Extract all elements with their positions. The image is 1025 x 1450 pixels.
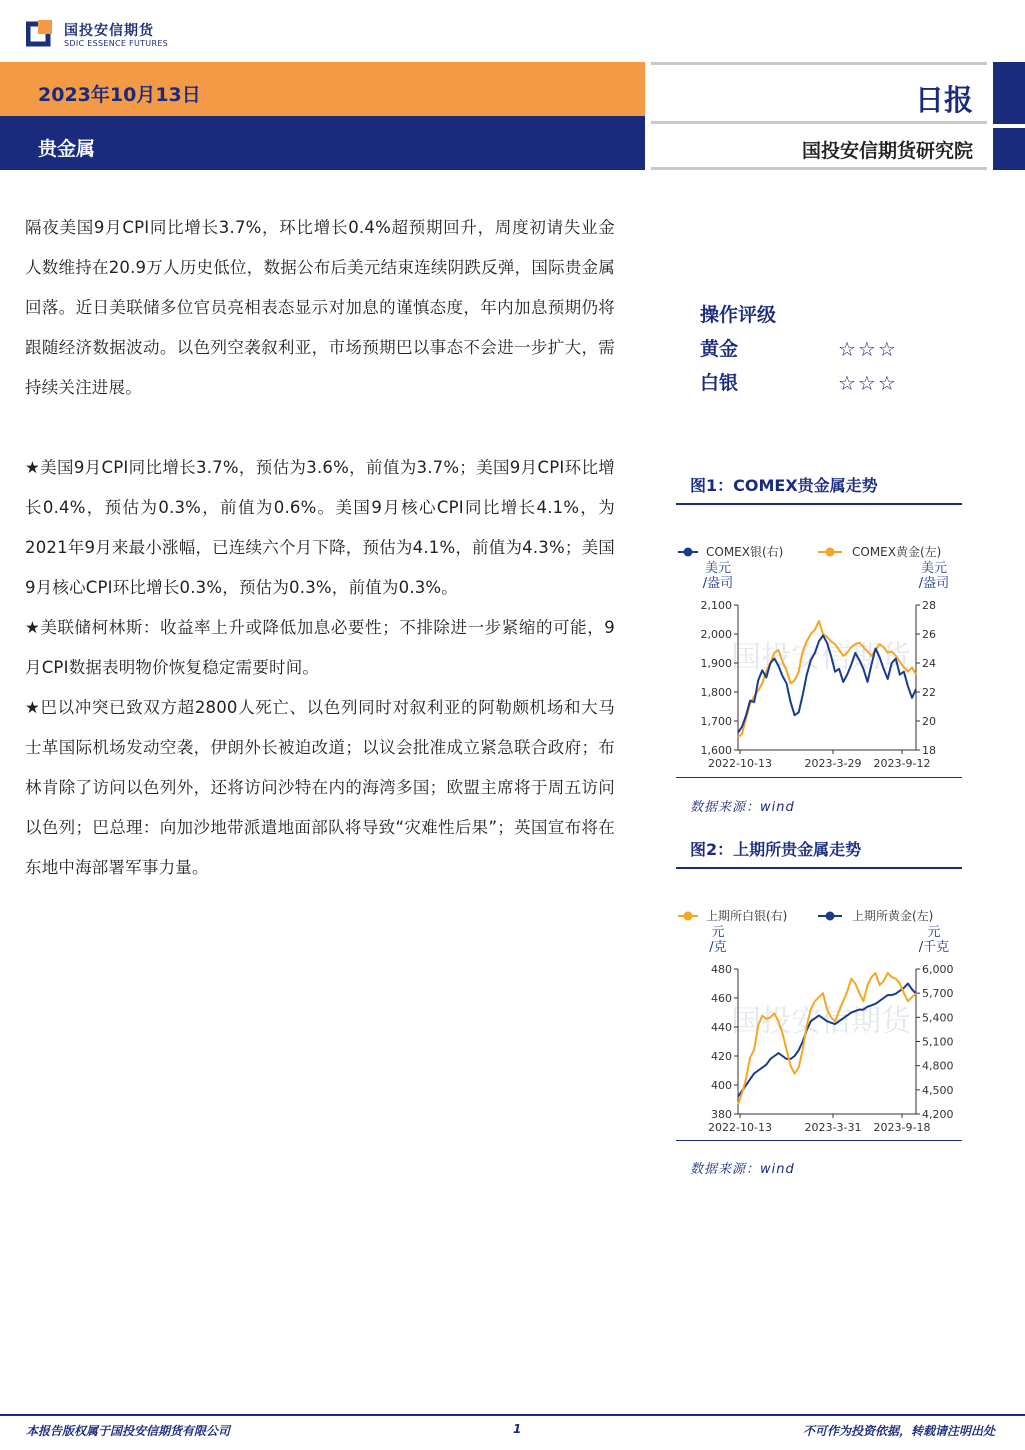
x-tick-label: 2023-9-12: [873, 757, 931, 770]
right-tick-label: 4,500: [922, 1083, 954, 1097]
legend-marker: [826, 548, 835, 557]
left-axis-unit: /克: [709, 940, 727, 955]
figure1-bottom-rule: [676, 777, 962, 778]
operation-rating: [700, 300, 898, 402]
left-axis-unit: /盎司: [702, 576, 734, 591]
rating-title: 操作评级: [700, 304, 777, 326]
right-axis-unit: /盎司: [918, 576, 950, 591]
right-tick-label: 24: [922, 657, 936, 670]
legend-label: COMEX黄金(左): [852, 545, 942, 559]
right-tick-label: 22: [922, 686, 936, 699]
footer-rule: [0, 1414, 1025, 1416]
right-tick-label: 6,000: [922, 963, 954, 976]
left-tick-label: 1,600: [700, 744, 732, 757]
figure1-title: 图1：COMEX贵金属走势: [690, 476, 878, 495]
right-tick-label: 4,200: [922, 1108, 954, 1121]
comex-chart: [676, 530, 966, 775]
left-tick-label: 460: [711, 992, 732, 1005]
series-line: [738, 621, 916, 737]
legend-marker: [826, 912, 835, 921]
left-tick-label: 1,900: [700, 657, 732, 670]
logo-en-text: SDIC ESSENCE FUTURES: [64, 39, 169, 48]
legend-label: COMEX银(右): [706, 545, 784, 559]
legend-label: 上期所黄金(左): [852, 909, 934, 923]
rating-gold-label: 黄金: [700, 338, 739, 360]
logo-cn-text: 国投安信期货: [64, 23, 154, 39]
header-accent-bottom: [993, 128, 1025, 170]
left-tick-label: 440: [711, 1021, 732, 1034]
x-tick-label: 2023-9-18: [873, 1121, 931, 1134]
news-bullets: [25, 448, 615, 888]
left-tick-label: 1,800: [700, 686, 732, 699]
bullet-item: ★美国9月CPI同比增长3.7%，预估为3.6%，前值为3.7%；美国9月CPI环比增长0.4%，预估为0.3%，前值为0.6%。美国9月核心CPI同比增长4.1%，为2021年9月来最小涨幅，已连续六个月下降，预估为4.1%，前值为4.3%；美国9月核心CPI环比增长0.3%，预估为0.3%，前值为0.3%。: [25, 458, 615, 597]
right-tick-label: 5,100: [922, 1035, 954, 1049]
figure2-bottom-rule: [676, 1140, 962, 1141]
footer-disclaimer: 不可作为投资依据，转载请注明出处: [802, 1424, 995, 1438]
figure2-source: 数据来源：wind: [690, 1162, 795, 1177]
right-tick-label: 5,700: [922, 987, 954, 1001]
watermark-text: 国投安信期货: [731, 640, 911, 675]
series-line: [738, 984, 916, 1097]
x-tick-label: 2022-10-13: [708, 757, 772, 770]
x-tick-label: 2023-3-31: [804, 1121, 862, 1134]
right-axis-unit: 元: [927, 925, 941, 940]
legend-label: 上期所白银(右): [706, 909, 788, 923]
right-tick-label: 20: [922, 715, 936, 728]
right-tick-label: 26: [922, 628, 936, 641]
figure1-source: 数据来源：wind: [690, 800, 795, 815]
report-type: 日报: [914, 83, 973, 117]
shfe-chart: [676, 894, 966, 1139]
left-tick-label: 480: [711, 963, 732, 976]
figure2-rule: [676, 867, 962, 869]
summary-paragraph: 隔夜美国9月CPI同比增长3.7%，环比增长0.4%超预期回升，周度初请失业金人数维持在20.9万人历史低位，数据公布后美元结束连续阴跌反弹，国际贵金属回落。近日美联储多位官员亮相表态显示对加息的谨慎态度，年内加息预期仍将跟随经济数据波动。以色列空袭叙利亚，市场预期巴以事态不会进一步扩大，需持续关注进展。: [25, 218, 615, 397]
rating-silver-label: 白银: [700, 372, 739, 394]
right-tick-label: 4,800: [922, 1059, 954, 1073]
institute-name: 国投安信期货研究院: [801, 140, 973, 162]
left-tick-label: 2,100: [700, 599, 732, 612]
right-axis-unit: /千克: [918, 940, 950, 955]
page-footer: [0, 1418, 1025, 1440]
right-tick-label: 18: [922, 744, 936, 757]
right-axis-unit: 美元: [920, 561, 948, 576]
left-tick-label: 380: [711, 1108, 732, 1121]
left-tick-label: 400: [711, 1079, 732, 1092]
rating-gold-stars: ☆☆☆: [838, 337, 898, 361]
footer-copyright: 本报告版权属于国投安信期货有限公司: [26, 1424, 231, 1438]
left-axis-unit: 美元: [704, 561, 732, 576]
figure1-rule: [676, 503, 962, 505]
logo-mark-icon: [26, 18, 56, 48]
x-tick-label: 2022-10-13: [708, 1121, 772, 1134]
report-date: 2023年10月13日: [38, 84, 201, 106]
page-number: 1: [513, 1422, 522, 1436]
rating-silver-stars: ☆☆☆: [838, 371, 898, 395]
right-tick-label: 28: [922, 599, 936, 612]
section-bar: [0, 116, 645, 170]
left-tick-label: 1,700: [700, 715, 732, 728]
legend-marker: [684, 912, 693, 921]
figure2-title: 图2：上期所贵金属走势: [690, 840, 862, 859]
bullet-item: ★美联储柯林斯：收益率上升或降低加息必要性；不排除进一步紧缩的可能，9月CPI数据表明物价恢复稳定需要时间。: [25, 618, 615, 677]
header-accent-top: [993, 62, 1025, 124]
company-logo: [26, 16, 169, 52]
bullet-item: ★巴以冲突已致双方超2800人死亡、以色列同时对叙利亚的阿勒颇机场和大马士革国际机场发动空袭，伊朗外长被迫改道；以议会批准成立紧急联合政府；布林肯除了访问以色列外，还将访问沙特在内的海湾多国；欧盟主席将于周五访问以色列；巴总理：向加沙地带派遣地面部队将导致“灾难性后果”；英国宣布将在东地中海部署军事力量。: [25, 698, 615, 877]
right-tick-label: 5,400: [922, 1011, 954, 1025]
left-axis-unit: 元: [711, 925, 725, 940]
report-section: 贵金属: [38, 138, 96, 160]
x-tick-label: 2023-3-29: [804, 757, 862, 770]
legend-marker: [684, 548, 693, 557]
watermark-text: 国投安信期货: [731, 1004, 911, 1039]
left-tick-label: 2,000: [700, 628, 732, 641]
left-tick-label: 420: [711, 1050, 732, 1063]
